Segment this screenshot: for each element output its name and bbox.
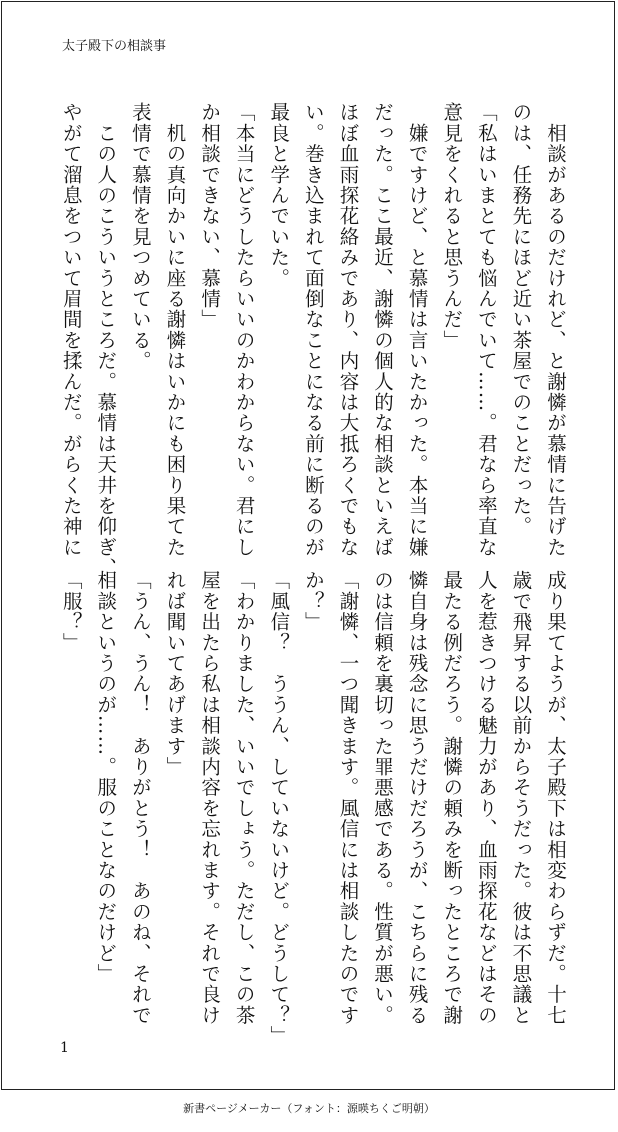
text-line: 「わかりました、いいでしょう。ただし、この茶 [232, 570, 256, 1026]
text-line: 嫌ですけど、と慕情は言いたかった。本当に嫌 [405, 102, 429, 558]
text-line: 「服？」 [59, 570, 83, 653]
text-block-upper [59, 102, 572, 579]
text-block-lower [59, 570, 572, 1047]
text-line: れば聞いてあげます」 [163, 570, 187, 777]
text-line: 人を惹きつける魅力があり、血雨探花などはその [474, 570, 498, 1026]
book-page [1, 1, 615, 1090]
text-line: 「本当にどうしたらいいのかわからない。君にし [232, 102, 256, 558]
text-line: 「うん、うん！ ありがとう！ あのね、それで [128, 570, 152, 1026]
text-line: 歳で飛昇する以前からそうだった。彼は不思議と [509, 570, 533, 1026]
text-line: 憐自身は残念に思うだけだろうが、こちらに残る [405, 570, 429, 1026]
text-line: 「謝憐、一つ聞きます。風信には相談したのです [336, 570, 360, 1026]
text-line: 成り果てようが、太子殿下は相変わらずだ。十七 [544, 570, 567, 1026]
text-line: 最良と学んでいた。 [267, 102, 291, 289]
text-line: 机の真向かいに座る謝憐はいかにも困り果てた [163, 102, 187, 558]
text-line: やがて溜息をついて眉間を揉んだ。がらくた神に [59, 102, 83, 558]
text-line: 相談があるのだけれど、と謝憐が慕情に告げた [544, 102, 567, 558]
text-line: い。巻き込まれて面倒なことになる前に断るのが [301, 102, 325, 558]
text-line: 最たる例だろう。謝憐の頼みを断ったところで謝 [440, 570, 464, 1026]
text-line: この人のこういうところだ。慕情は天井を仰ぎ、 [94, 102, 118, 579]
text-line: 屋を出たら私は相談内容を忘れます。それで良け [198, 570, 222, 1026]
text-line: か？」 [301, 570, 325, 633]
text-line: のは、任務先にほど近い茶屋でのことだった。 [509, 102, 533, 537]
text-line: 「風信？ ううん、していないけど。どうして？」 [267, 570, 291, 1047]
generator-credit: 新書ページメーカー（フォント：源暎ちくご明朝） [183, 1102, 435, 1115]
text-line: 意見をくれると思うんだ」 [440, 102, 464, 351]
page-number: 1 [60, 1040, 69, 1056]
text-line: ほぼ血雨探花絡みであり、内容は大抵ろくでもな [336, 102, 360, 558]
text-line: 相談というのが……。服のことなのだけど」 [94, 570, 118, 984]
text-line: 表情で慕情を見つめている。 [128, 102, 152, 372]
text-line: 「私はいまとても悩んでいて……。君なら率直な [474, 102, 498, 558]
text-line: のは信頼を裏切った罪悪感である。性質が悪い。 [371, 570, 395, 1026]
text-line: か相談できない、慕情」 [198, 102, 222, 330]
text-line: だった。ここ最近、謝憐の個人的な相談といえば [371, 102, 395, 558]
running-header: 太子殿下の相談事 [62, 39, 167, 54]
